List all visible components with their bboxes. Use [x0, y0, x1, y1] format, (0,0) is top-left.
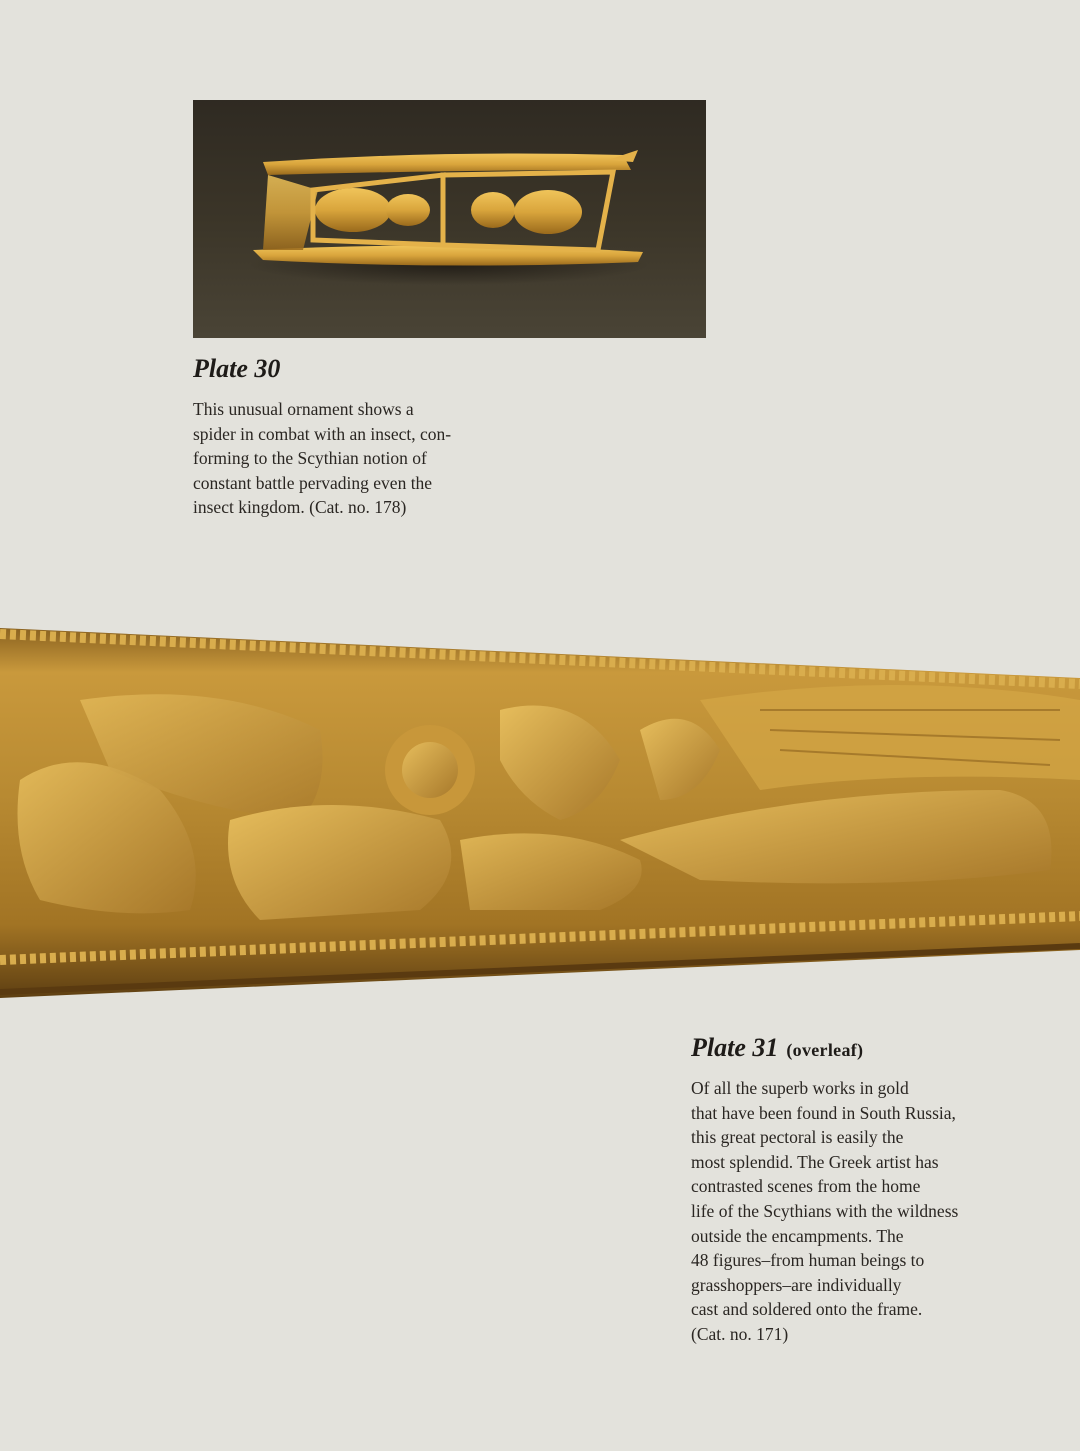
caption-line: spider in combat with an insect, con-: [193, 423, 452, 444]
caption-line: that have been found in South Russia,: [691, 1102, 956, 1123]
caption-line: 48 figures–from human beings to: [691, 1250, 925, 1271]
caption-line: cast and soldered onto the frame.: [691, 1299, 923, 1320]
gold-ornament-image: [193, 100, 706, 338]
plate-30-photo: [193, 100, 706, 338]
caption-line: Of all the superb works in gold: [691, 1078, 909, 1098]
plate-31-title: [691, 1033, 863, 1063]
caption-line: outside the encampments. The: [691, 1225, 904, 1246]
plate-31-pectoral-photo: [0, 620, 1080, 1010]
plate-31-title-text: Plate 31: [691, 1033, 779, 1062]
plate-30-title: [193, 354, 280, 384]
caption-line: this great pectoral is easily the: [691, 1127, 904, 1148]
caption-line: forming to the Scythian notion of: [193, 448, 427, 469]
caption-line: most splendid. The Greek artist has: [691, 1151, 939, 1172]
plate-31-caption: [691, 1076, 958, 1347]
caption-line: insect kingdom. (Cat. no. 178): [193, 497, 407, 518]
caption-line: constant battle pervading even the: [193, 472, 433, 493]
caption-line: (Cat. no. 171): [691, 1323, 789, 1344]
gold-pectoral-image: [0, 620, 1080, 1010]
plate-30-title-text: Plate 30: [193, 354, 281, 383]
caption-line: contrasted scenes from the home: [691, 1176, 921, 1197]
caption-line: life of the Scythians with the wildness: [691, 1200, 959, 1221]
plate-30-caption: [193, 397, 451, 520]
plate-31-overleaf-note: (overleaf): [786, 1040, 864, 1060]
caption-line: This unusual ornament shows a: [193, 399, 414, 419]
caption-line: grasshoppers–are individually: [691, 1274, 902, 1295]
